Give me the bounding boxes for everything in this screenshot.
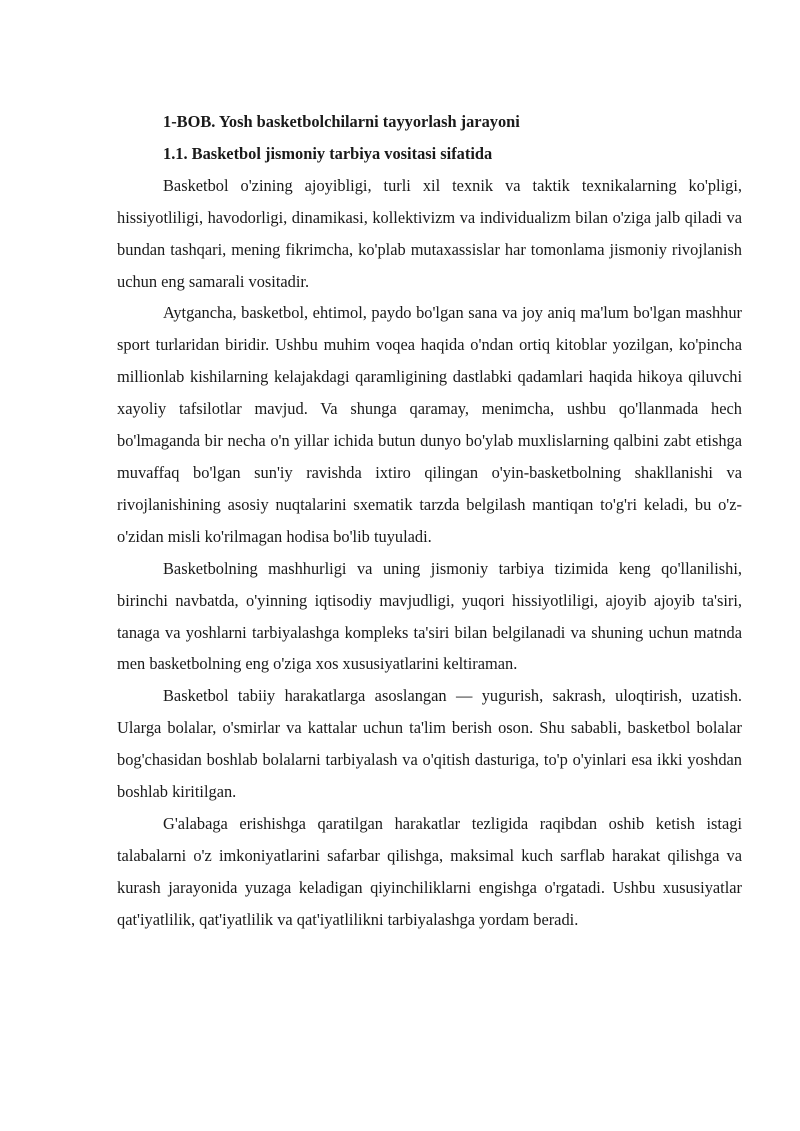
section-title: 1.1. Basketbol jismoniy tarbiya vositasi sifatida [163,143,493,163]
document-page [117,106,742,936]
paragraph-5: G'alabaga erishishga qaratilgan harakatlar tezligida raqibdan oshib ketish istagi talabalarni o'z imkoniyatlarini safarbar qilishga, maksimal kuch sarflab harakat qilishga va kurash jarayonida yuzaga keladigan qiyinchiliklarni engishga o'rgatadi. Ushbu xususiyatlar qat'iyatlilik, qat'iyatlilik va qat'iyatlilikni tarbiyalashga yordam beradi. [117,813,742,929]
paragraph-3: Basketbolning mashhurligi va uning jismoniy tarbiya tizimida keng qo'llanilishi, birinchi navbatda, o'yinning iqtisodiy mavjudligi, yuqori hissiyotliligi, ajoyib ajoyib ta'siri, tanaga va yoshlarni tarbiyalashga kompleks ta'siri bilan belgilanadi va shuning uchun matnda men basketbolning eng o'ziga xos xususiyatlarini keltiraman. [117,558,742,674]
paragraph-4: Basketbol tabiiy harakatlarga asoslangan — yugurish, sakrash, uloqtirish, uzatish. Ularga bolalar, o'smirlar va kattalar uchun ta'lim berish oson. Shu sababli, basketbol bolalar bog'chasidan boshlab bolalarni tarbiyalash va o'qitish dasturiga, to'p o'yinlari esa ikki yoshdan boshlab kiritilgan. [117,686,742,802]
paragraph-2: Aytgancha, basketbol, ehtimol, paydo bo'lgan sana va joy aniq ma'lum bo'lgan mashhur sport turlaridan biridir. Ushbu muhim voqea haqida o'ndan ortiq kitoblar yozilgan, ko'pincha millionlab kishilarning kelajakdagi qaramligining dastlabki qadamlari haqida hikoya qiluvchi xayoliy tafsilotlar mavjud. Va shunga qaramay, menimcha, ushbu qo'llanmada hech bo'lmaganda bir necha o'n yillar ichida butun dunyo bo'ylab muxlislarning qalbini zabt etishga muvaffaq bo'lgan sun'iy ravishda ixtiro qilingan o'yin-basketbolning shakllanishi va rivojlanishining asosiy nuqtalarini sxematik tarzda belgilash mantiqan to'g'ri keladi, bu o'z-o'zidan misli ko'rilmagan hodisa bo'lib tuyuladi. [117,303,742,546]
paragraph-1: Basketbol o'zining ajoyibligi, turli xil texnik va taktik texnikalarning ko'pligi, hissiyotliligi, havodorligi, dinamikasi, kollektivizm va individualizm bilan o'ziga jalb qiladi va bundan tashqari, mening fikrimcha, ko'plab mutaxassislar har tomonlama jismoniy rivojlanish uchun eng samarali vositadir. [117,175,742,291]
chapter-title: 1-BOB. Yosh basketbolchilarni tayyorlash jarayoni [163,112,520,131]
